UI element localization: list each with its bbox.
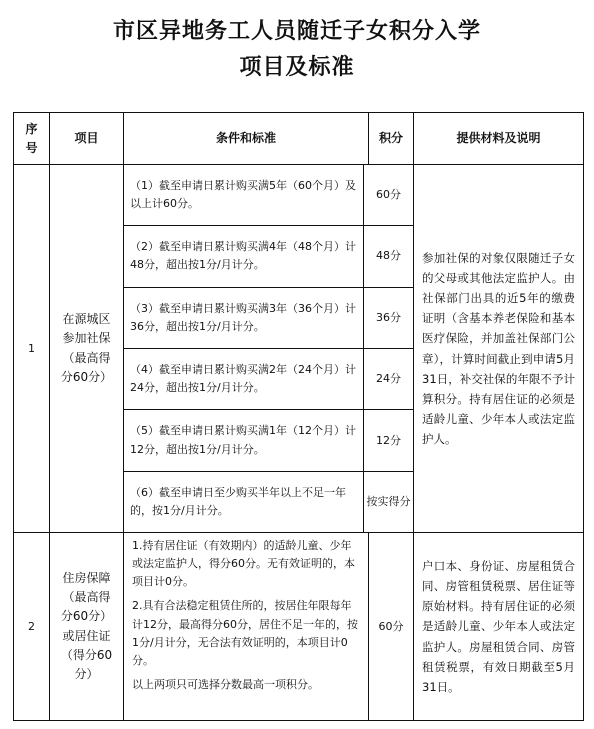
header-conditions: 条件和标准 bbox=[124, 113, 369, 165]
condition-score: 12分 bbox=[364, 410, 414, 471]
row1-index: 1 bbox=[14, 165, 50, 533]
header-materials: 提供材料及说明 bbox=[414, 113, 584, 165]
row2-condition-1: 1.持有居住证（有效期内）的适龄儿童、少年或法定监护人，得分60分。无有效证明的，本项目计0分。 bbox=[132, 539, 355, 589]
row2-item: 住房保障（最高得分60分）或居住证（得分60分） bbox=[50, 533, 124, 721]
condition-text: （4）截至申请日累计购买满2年（24个月）计24分，超出按1分/月计分。 bbox=[124, 348, 364, 409]
condition-row bbox=[124, 348, 413, 409]
row1-conditions-cell bbox=[124, 165, 414, 533]
condition-text: （2）截至申请日累计购买满4年（48个月）计48分，超出按1分/月计分。 bbox=[124, 226, 364, 287]
condition-score: 24分 bbox=[364, 348, 414, 409]
condition-score: 60分 bbox=[364, 165, 414, 226]
header-index: 序号 bbox=[14, 113, 50, 165]
condition-row bbox=[124, 165, 413, 226]
document-title-line2: 项目及标准 bbox=[239, 55, 355, 80]
row2-conditions bbox=[124, 533, 369, 721]
table-row bbox=[14, 165, 584, 533]
row1-materials: 参加社保的对象仅限随迁子女的父母或其他法定监护人。由社保部门出具的近5年的缴费证明（含基本养老保险和基本医疗保险，并加盖社保部门公章），计算时间截止到申请5月31日，补交社保的年限不予计算积分。持有居住证的必须是适龄儿童、少年本人或法定监护人。 bbox=[414, 165, 584, 533]
points-standard-table bbox=[13, 112, 584, 721]
condition-score: 48分 bbox=[364, 226, 414, 287]
condition-text: （3）截至申请日累计购买满3年（36个月）计36分，超出按1分/月计分。 bbox=[124, 287, 364, 348]
row1-item: 在源城区参加社保（最高得分60分） bbox=[50, 165, 124, 533]
row2-materials: 户口本、身份证、房屋租赁合同、房管租赁税票、居住证等原始材料。持有居住证的必须是适龄儿童、少年本人或法定监护人。房屋租赁合同、房管租赁税票，有效日期截至5月31日。 bbox=[414, 533, 584, 721]
condition-text: （1）截至申请日累计购买满5年（60个月）及以上计60分。 bbox=[124, 165, 364, 226]
row2-index: 2 bbox=[14, 533, 50, 721]
condition-score: 按实得分 bbox=[364, 471, 414, 532]
table-header-row bbox=[14, 113, 584, 165]
condition-score: 36分 bbox=[364, 287, 414, 348]
condition-row bbox=[124, 226, 413, 287]
condition-row bbox=[124, 471, 413, 532]
row2-condition-2: 2.具有合法稳定租赁住所的，按居住年限每年计12分，最高得分60分，居住不足一年的，按1分/月计分，无合法有效证明的，本项目计0分。 bbox=[132, 599, 358, 667]
row1-conditions-table bbox=[124, 165, 413, 532]
condition-text: （6）截至申请日至少购买半年以上不足一年的，按1分/月计分。 bbox=[124, 471, 364, 532]
header-item: 项目 bbox=[50, 113, 124, 165]
condition-text: （5）截至申请日累计购买满1年（12个月）计12分，超出按1分/月计分。 bbox=[124, 410, 364, 471]
condition-row bbox=[124, 287, 413, 348]
table-row bbox=[14, 533, 584, 721]
row2-condition-note: 以上两项只可选择分数最高一项积分。 bbox=[132, 677, 319, 691]
header-score: 积分 bbox=[369, 113, 414, 165]
row2-score: 60分 bbox=[369, 533, 414, 721]
document-title-line1: 市区异地务工人员随迁子女积分入学 bbox=[112, 19, 481, 44]
condition-row bbox=[124, 410, 413, 471]
